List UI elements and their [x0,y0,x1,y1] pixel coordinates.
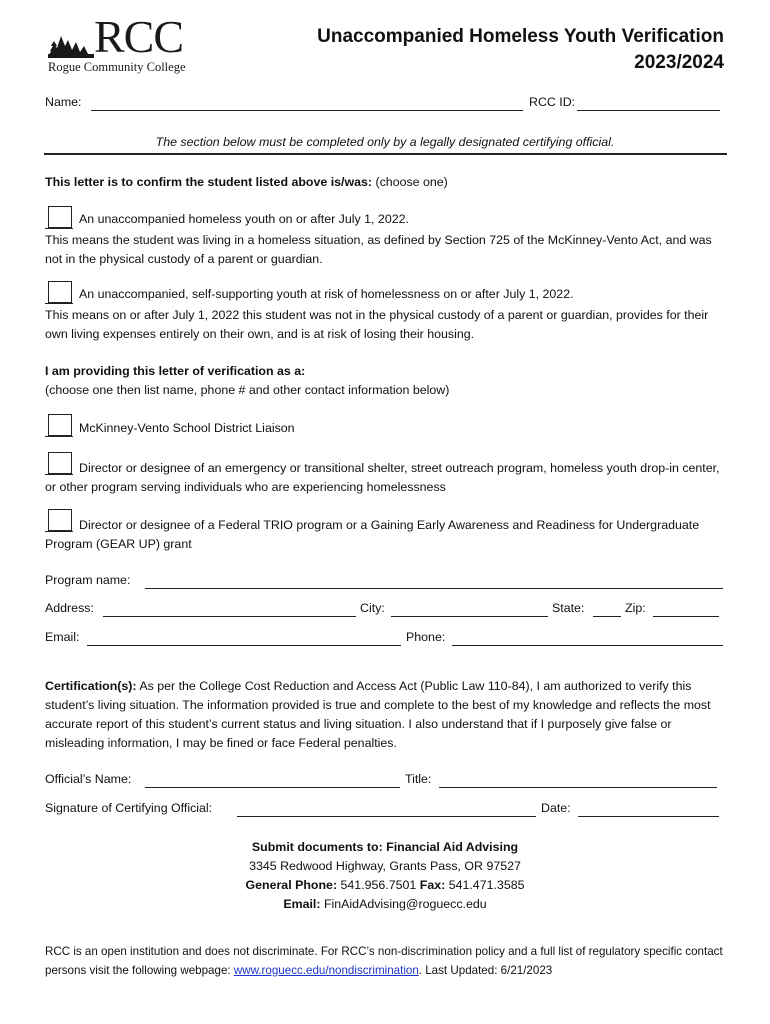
provider-heading: I am providing this letter of verification as a: [45,364,306,378]
checkbox-underline [45,436,73,437]
submit-email-label: Email: [283,897,321,911]
submit-address: 3345 Redwood Highway, Grants Pass, OR 97527 [249,859,521,873]
logo-wordmark: RCC [94,11,184,62]
name-input-line[interactable] [91,110,523,111]
submit-phone-fax [0,876,770,895]
signature-label: Signature of Certifying Official: [45,801,213,815]
footer-updated: . Last Updated: 6/21/2023 [418,964,553,977]
email-input-line[interactable] [87,645,401,646]
nondiscrimination-link[interactable]: www.roguecc.edu/nondiscrimination [233,964,419,977]
liaison-option-label: McKinney-Vento School District Liaison [79,421,295,435]
shelter-director-option-label: Director or designee of an emergency or transitional shelter, street outreach program, homeless youth drop-in center, or other program serving individuals who are experiencing homelessness [45,461,720,494]
at-risk-youth-checkbox[interactable] [48,281,72,303]
date-input-line[interactable] [578,816,719,817]
email-label: Email: [45,630,80,644]
provider-instruction: (choose one then list name, phone # and other contact information below) [45,383,450,397]
rcc-logo [46,11,206,80]
signature-input-line[interactable] [237,816,536,817]
certification-statement [45,677,730,753]
official-title-label: Title: [405,772,432,786]
at-risk-youth-option-detail: This means on or after July 1, 2022 this student was not in the physical custody of a parent or guardian, provides for their own living expenses entirely on their own, and is at risk of losing their housing. [45,308,709,341]
confirm-lead-rest: (choose one) [372,175,448,189]
name-label: Name: [45,95,82,109]
form-title-year: 2023/2024 [634,52,724,73]
date-label: Date: [541,801,571,815]
fax-value: 541.471.3585 [445,878,525,892]
footer-text: RCC is an open institution and does not discriminate. For RCC’s non-discrimination policy and a full list of regulatory specific contact persons visit the following webpage: [45,945,723,977]
tree-mountain-icon [48,24,94,58]
form-title-line1: Unaccompanied Homeless Youth Verification [317,26,724,47]
address-label: Address: [45,601,94,615]
certification-lead: Certification(s): [45,679,137,693]
fax-label: Fax: [419,878,446,892]
rcc-id-input-line[interactable] [577,110,720,111]
homeless-youth-checkbox[interactable] [48,206,72,228]
at-risk-youth-option-label: An unaccompanied, self-supporting youth at risk of homelessness on or after July 1, 2022. [79,287,574,301]
form-title [317,24,724,76]
phone-input-line[interactable] [452,645,723,646]
nondiscrimination-footer [45,942,735,980]
confirm-lead [45,175,448,189]
address-input-line[interactable] [103,616,356,617]
phone-label: Phone: [406,630,446,644]
liaison-checkbox[interactable] [48,414,72,436]
certification-text: As per the College Cost Reduction and Access Act (Public Law 110-84), I am authorized to verify this student’s living situation. The information provided is true and complete to the best of my knowledge and reflects the most accurate report of this student’s current status and living situation. I also understand that if I purposely give false or misleading information, I may be fined or face Federal penalties. [45,679,711,750]
checkbox-underline [45,303,73,304]
submit-heading: Submit documents to: Financial Aid Advising [251,840,519,854]
homeless-youth-option-label: An unaccompanied homeless youth on or after July 1, 2022. [79,212,409,226]
submit-email [0,895,770,914]
logo-subtitle: Rogue Community College [48,60,186,74]
city-input-line[interactable] [391,616,548,617]
trio-director-option-label: Director or designee of a Federal TRIO program or a Gaining Early Awareness and Readiness for Undergraduate Program (GEAR UP) grant [45,518,700,551]
homeless-youth-option-detail: This means the student was living in a homeless situation, as defined by Section 725 of the McKinney-Vento Act, and was not in the physical custody of a parent or guardian. [45,233,712,266]
program-name-label: Program name: [45,573,131,587]
general-phone-label: General Phone: [245,878,338,892]
official-name-input-line[interactable] [145,787,400,788]
confirm-lead-bold: This letter is to confirm the student listed above is/was: [45,175,373,189]
checkbox-underline [45,228,73,229]
section-divider [44,153,727,155]
zip-input-line[interactable] [653,616,719,617]
official-name-label: Official’s Name: [45,772,132,786]
state-label: State: [552,601,585,615]
rcc-id-label: RCC ID: [529,95,576,109]
submit-email-value: FinAidAdvising@roguecc.edu [320,897,487,911]
official-title-input-line[interactable] [439,787,717,788]
general-phone-value: 541.956.7501 [337,878,420,892]
state-input-line[interactable] [593,616,621,617]
program-name-input-line[interactable] [145,588,723,589]
city-label: City: [360,601,385,615]
official-notice: The section below must be completed only by a legally designated certifying official. [155,135,615,149]
zip-label: Zip: [625,601,646,615]
